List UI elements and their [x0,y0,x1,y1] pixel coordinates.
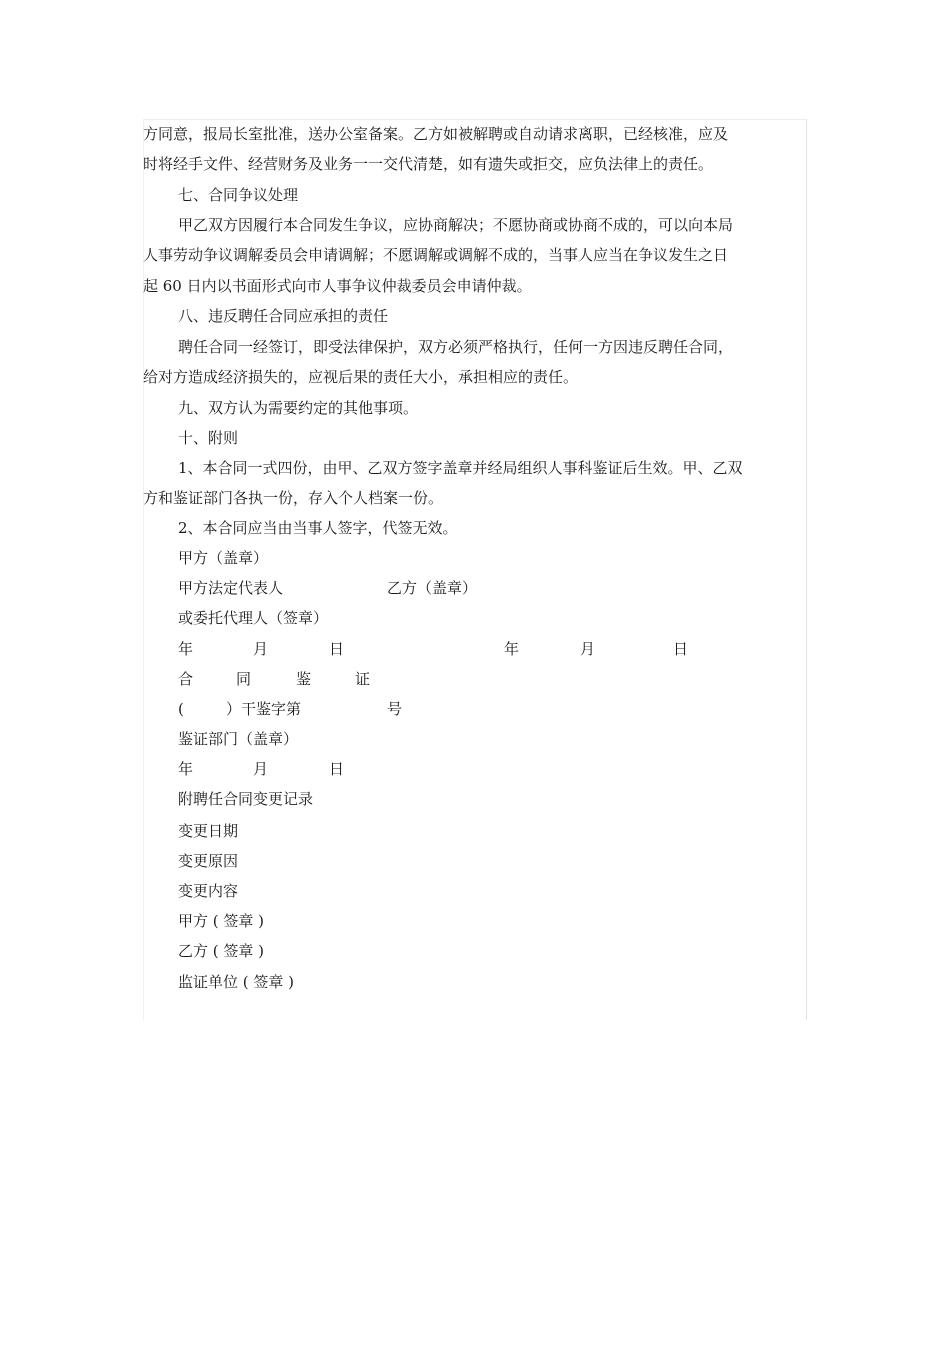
certifier-sign-label: 监证单位 ( 签章 ) [178,973,295,991]
paragraph-line: 给对方造成经济损失的，应视后果的责任大小，承担相应的责任。 [143,368,579,386]
cert-department-label: 鉴证部门（盖章） [178,730,299,748]
date-b-day: 日 [673,640,689,658]
cert-date-day: 日 [329,760,345,778]
section-heading-other: 九、双方认为需要约定的其他事项。 [178,399,419,417]
cert-date-month: 月 [253,760,269,778]
date-a-year: 年 [178,640,194,658]
paragraph-line: 1、本合同一式四份，由甲、乙双方签字盖章并经局组织人事科鉴证后生效。甲、乙双 [178,459,743,477]
date-a-day: 日 [329,640,345,658]
change-date-label: 变更日期 [178,822,239,840]
section-heading-dispute: 七、合同争议处理 [178,186,299,204]
party-b-sign-label: 乙方 ( 签章 ) [178,942,265,960]
paragraph-line: 方和鉴证部门各执一份，存入个人档案一份。 [143,489,444,507]
section-heading-breach: 八、违反聘任合同应承担的责任 [178,307,389,325]
paragraph-line: 方同意，报局长室批准，送办公室备案。乙方如被解聘或自动请求离职，已经核准，应及 [143,125,729,143]
paragraph-line: 甲乙双方因履行本合同发生争议，应协商解决；不愿协商或协商不成的，可以向本局 [178,216,734,234]
change-content-label: 变更内容 [178,882,239,900]
date-b-month: 月 [580,640,596,658]
cert-date-year: 年 [178,760,194,778]
cert-number-suffix: 号 [387,700,403,718]
cert-number-open: ( [178,700,184,718]
change-record-title: 附聘任合同变更记录 [178,790,314,808]
certification-char: 同 [236,670,252,688]
change-reason-label: 变更原因 [178,852,239,870]
party-a-seal-label: 甲方（盖章） [178,549,269,567]
cert-number-prefix: ）干鉴字第 [226,700,302,718]
section-heading-appendix: 十、附则 [178,429,239,447]
date-a-month: 月 [253,640,269,658]
paragraph-line: 2、本合同应当由当事人签字，代签无效。 [178,519,458,537]
paragraph-line: 聘任合同一经签订，即受法律保护，双方必须严格执行，任何一方因违反聘任合同， [178,338,734,356]
party-b-seal-label: 乙方（盖章） [387,579,478,597]
paragraph-line: 时将经手文件、经营财务及业务一一交代清楚，如有遗失或拒交，应负法律上的责任。 [143,155,714,173]
party-a-sign-label: 甲方 ( 签章 ) [178,912,265,930]
date-b-year: 年 [504,640,520,658]
certification-char: 证 [355,670,371,688]
certification-char: 鉴 [296,670,312,688]
paragraph-line: 起 60 日内以书面形式向市人事争议仲裁委员会申请仲裁。 [143,277,532,295]
agent-signature-label: 或委托代理人（签章） [178,609,329,627]
paragraph-line: 人事劳动争议调解委员会申请调解；不愿调解或调解不成的，当事人应当在争议发生之日 [143,246,729,264]
party-a-representative-label: 甲方法定代表人 [178,579,284,597]
certification-char: 合 [178,670,194,688]
